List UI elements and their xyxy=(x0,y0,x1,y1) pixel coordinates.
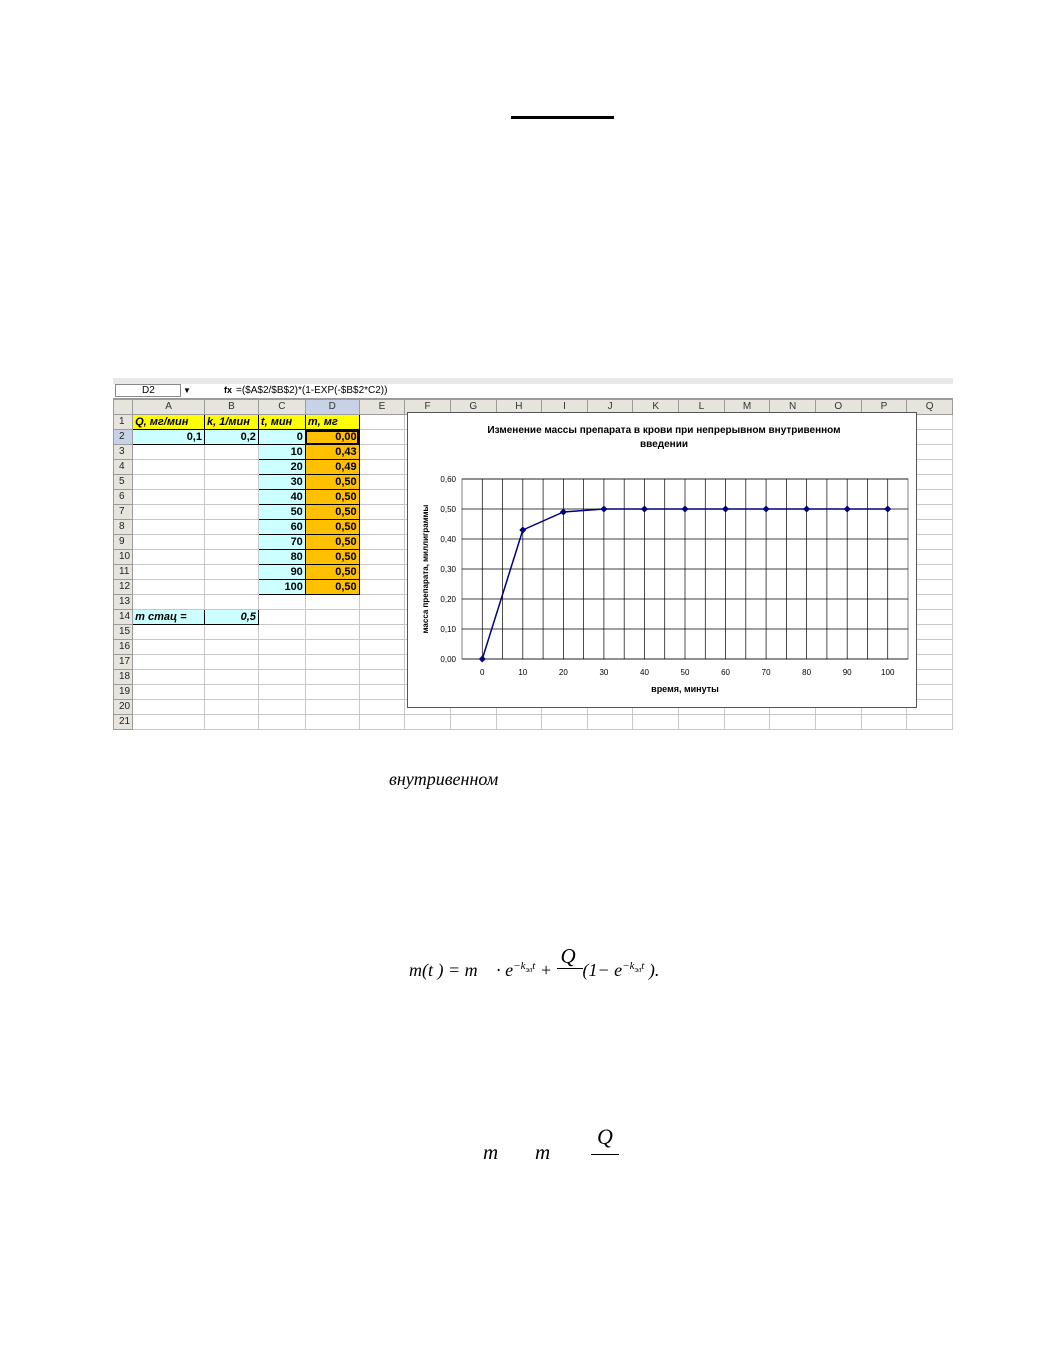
col-header-m[interactable]: M xyxy=(724,400,770,415)
x-tick-label: 80 xyxy=(802,668,812,677)
cell-c10[interactable]: 80 xyxy=(258,550,305,565)
col-header-l[interactable]: L xyxy=(679,400,725,415)
cell[interactable] xyxy=(133,520,205,535)
cell[interactable] xyxy=(133,625,205,640)
formula2-q: Q xyxy=(597,1124,613,1149)
cell[interactable] xyxy=(204,475,258,490)
cell[interactable] xyxy=(204,445,258,460)
cell[interactable] xyxy=(133,640,205,655)
cell[interactable] xyxy=(133,655,205,670)
cell[interactable] xyxy=(258,685,305,700)
formula-plus: + xyxy=(539,960,552,980)
row-header[interactable]: 7 xyxy=(114,505,133,520)
cell[interactable] xyxy=(133,685,205,700)
cell[interactable] xyxy=(305,715,359,730)
row-header[interactable]: 18 xyxy=(114,670,133,685)
col-header-p[interactable]: P xyxy=(861,400,907,415)
cell[interactable] xyxy=(133,490,205,505)
cell[interactable] xyxy=(359,565,405,580)
formula2-fraction-bar xyxy=(591,1154,619,1155)
cell[interactable] xyxy=(133,565,205,580)
cell[interactable] xyxy=(305,700,359,715)
cell[interactable] xyxy=(359,595,405,610)
cell[interactable] xyxy=(204,655,258,670)
row-header[interactable]: 6 xyxy=(114,490,133,505)
cell[interactable] xyxy=(305,670,359,685)
cell[interactable] xyxy=(359,580,405,595)
cell-d12[interactable]: 0,50 xyxy=(305,580,359,595)
cell[interactable] xyxy=(542,715,588,730)
row-header[interactable]: 17 xyxy=(114,655,133,670)
row-header[interactable]: 20 xyxy=(114,700,133,715)
cell[interactable] xyxy=(359,715,405,730)
formula-exp2-sub: эл xyxy=(634,965,642,975)
formula-q: Q xyxy=(560,944,576,968)
formula-stationary xyxy=(483,1124,643,1164)
x-tick-label: 0 xyxy=(480,668,485,677)
cell[interactable] xyxy=(359,535,405,550)
cell[interactable] xyxy=(815,715,861,730)
row-header[interactable]: 21 xyxy=(114,715,133,730)
cell[interactable] xyxy=(305,625,359,640)
col-header-h[interactable]: H xyxy=(496,400,542,415)
col-header-q[interactable]: Q xyxy=(907,400,953,415)
formula-fraction xyxy=(557,944,583,976)
cell[interactable] xyxy=(359,490,405,505)
cell[interactable] xyxy=(204,460,258,475)
cell[interactable] xyxy=(204,715,258,730)
cell[interactable] xyxy=(907,715,953,730)
x-tick-label: 40 xyxy=(640,668,649,677)
x-tick-label: 100 xyxy=(881,668,895,677)
cell-c6[interactable]: 40 xyxy=(258,490,305,505)
chevron-down-icon[interactable]: ▼ xyxy=(183,386,191,395)
y-tick-label: 0,30 xyxy=(440,565,456,574)
formula2-m1: m xyxy=(483,1140,499,1164)
cell[interactable] xyxy=(305,685,359,700)
embedded-chart[interactable] xyxy=(407,412,917,708)
formula-bar xyxy=(113,384,953,399)
cell-c4[interactable]: 20 xyxy=(258,460,305,475)
cell[interactable] xyxy=(861,715,907,730)
formula-exp2: −k xyxy=(622,960,635,972)
cell[interactable] xyxy=(204,595,258,610)
cell-c5[interactable]: 30 xyxy=(258,475,305,490)
cell-d9[interactable]: 0,50 xyxy=(305,535,359,550)
col-header-b[interactable]: B xyxy=(204,400,258,415)
row-header[interactable]: 19 xyxy=(114,685,133,700)
formula-mass xyxy=(409,944,660,981)
row-header[interactable]: 13 xyxy=(114,595,133,610)
cell-d8[interactable]: 0,50 xyxy=(305,520,359,535)
select-all-corner[interactable] xyxy=(114,400,133,415)
cell[interactable] xyxy=(204,625,258,640)
formula-dot: · xyxy=(496,960,501,980)
col-header-k[interactable]: K xyxy=(633,400,679,415)
cell[interactable] xyxy=(359,685,405,700)
cell[interactable] xyxy=(133,580,205,595)
cell-c9[interactable]: 70 xyxy=(258,535,305,550)
cell[interactable] xyxy=(258,655,305,670)
cell[interactable] xyxy=(359,415,405,430)
cell[interactable] xyxy=(204,550,258,565)
cell-c12[interactable]: 100 xyxy=(258,580,305,595)
cell-c3[interactable]: 10 xyxy=(258,445,305,460)
cell[interactable] xyxy=(305,640,359,655)
cell-b1[interactable]: k, 1/мин xyxy=(204,415,258,430)
cell[interactable] xyxy=(770,715,816,730)
col-header-g[interactable]: G xyxy=(450,400,496,415)
y-axis-label: масса препарата, миллиграммы xyxy=(421,504,430,634)
formula-exp1-sub: эл xyxy=(525,965,533,975)
cell[interactable] xyxy=(204,490,258,505)
cell[interactable] xyxy=(258,715,305,730)
cell[interactable] xyxy=(405,715,451,730)
cell[interactable] xyxy=(305,610,359,625)
col-header-i[interactable]: I xyxy=(542,400,588,415)
y-tick-label: 0,40 xyxy=(440,535,456,544)
cell[interactable] xyxy=(133,460,205,475)
row-header[interactable]: 16 xyxy=(114,640,133,655)
cell[interactable] xyxy=(359,550,405,565)
cell-d3[interactable]: 0,43 xyxy=(305,445,359,460)
top-rule xyxy=(511,116,614,119)
x-tick-label: 70 xyxy=(761,668,771,677)
cell[interactable] xyxy=(204,700,258,715)
cell[interactable] xyxy=(133,670,205,685)
cell[interactable] xyxy=(204,685,258,700)
cell[interactable] xyxy=(258,700,305,715)
col-header-e[interactable]: E xyxy=(359,400,405,415)
cell[interactable] xyxy=(359,505,405,520)
cell[interactable] xyxy=(204,565,258,580)
cell[interactable] xyxy=(359,610,405,625)
formula-exp1-t: t xyxy=(532,960,536,972)
cell-c8[interactable]: 60 xyxy=(258,520,305,535)
chart-svg xyxy=(408,413,916,707)
formula-lhs: m(t ) = m xyxy=(409,960,478,980)
cell[interactable] xyxy=(133,550,205,565)
formula-paren-close: ). xyxy=(644,960,660,980)
x-tick-label: 20 xyxy=(558,668,568,677)
row-header[interactable]: 14 xyxy=(114,610,133,625)
cell[interactable] xyxy=(258,625,305,640)
cell[interactable] xyxy=(359,475,405,490)
row-header[interactable]: 1 xyxy=(114,415,133,430)
cell[interactable] xyxy=(724,715,770,730)
col-header-d[interactable]: D xyxy=(305,400,359,415)
col-header-o[interactable]: O xyxy=(815,400,861,415)
cell[interactable] xyxy=(204,640,258,655)
x-tick-label: 30 xyxy=(599,668,609,677)
sheet-row xyxy=(114,715,953,730)
y-tick-label: 0,20 xyxy=(440,595,456,604)
row-header[interactable]: 3 xyxy=(114,445,133,460)
cell-a2[interactable]: 0,1 xyxy=(133,430,205,445)
cell-a14[interactable]: m стац = xyxy=(133,610,205,625)
cell-c7[interactable]: 50 xyxy=(258,505,305,520)
cell-b2[interactable]: 0,2 xyxy=(204,430,258,445)
cell[interactable] xyxy=(359,445,405,460)
formula2-m2: m xyxy=(535,1140,551,1164)
cell[interactable] xyxy=(258,610,305,625)
x-tick-label: 60 xyxy=(721,668,730,677)
fx-icon[interactable]: fx xyxy=(224,385,233,395)
row-header[interactable]: 12 xyxy=(114,580,133,595)
cell-d10[interactable]: 0,50 xyxy=(305,550,359,565)
col-header-n[interactable]: N xyxy=(770,400,816,415)
cell[interactable] xyxy=(133,505,205,520)
cell-d6[interactable]: 0,50 xyxy=(305,490,359,505)
chart-title: введении xyxy=(640,439,688,450)
cell-c11[interactable]: 90 xyxy=(258,565,305,580)
cell-d7[interactable]: 0,50 xyxy=(305,505,359,520)
cell-c1[interactable]: t, мин xyxy=(258,415,305,430)
name-box[interactable]: D2 xyxy=(115,384,181,397)
cell[interactable] xyxy=(204,670,258,685)
cell[interactable] xyxy=(359,625,405,640)
row-header[interactable]: 9 xyxy=(114,535,133,550)
cell[interactable] xyxy=(633,715,679,730)
row-header[interactable]: 11 xyxy=(114,565,133,580)
cell[interactable] xyxy=(133,535,205,550)
cell-a1[interactable]: Q, мг/мин xyxy=(133,415,205,430)
formula-e1: e xyxy=(505,960,514,980)
y-tick-label: 0,10 xyxy=(440,625,456,634)
cell-d2[interactable]: 0,00 xyxy=(305,430,359,445)
x-tick-label: 90 xyxy=(842,668,852,677)
row-header[interactable]: 10 xyxy=(114,550,133,565)
cell[interactable] xyxy=(359,520,405,535)
cell-d11[interactable]: 0,50 xyxy=(305,565,359,580)
cell[interactable] xyxy=(359,655,405,670)
cell-c2[interactable]: 0 xyxy=(258,430,305,445)
formula-input[interactable]: =($A$2/$B$2)*(1-EXP(-$B$2*C2)) xyxy=(236,385,388,396)
cell[interactable] xyxy=(587,715,633,730)
cell[interactable] xyxy=(258,640,305,655)
cell-d5[interactable]: 0,50 xyxy=(305,475,359,490)
row-header[interactable]: 15 xyxy=(114,625,133,640)
col-header-c[interactable]: C xyxy=(258,400,305,415)
cell[interactable] xyxy=(679,715,725,730)
cell[interactable] xyxy=(204,535,258,550)
caption-word: внутривенном xyxy=(389,769,499,789)
x-tick-label: 10 xyxy=(518,668,528,677)
x-axis-label: время, минуты xyxy=(651,684,719,694)
cell[interactable] xyxy=(359,460,405,475)
col-header-j[interactable]: J xyxy=(587,400,633,415)
y-tick-label: 0,60 xyxy=(440,475,456,484)
cell[interactable] xyxy=(359,700,405,715)
cell-d1[interactable]: m, мг xyxy=(305,415,359,430)
cell-d4[interactable]: 0,49 xyxy=(305,460,359,475)
y-tick-label: 0,50 xyxy=(440,505,456,514)
cell[interactable] xyxy=(450,715,496,730)
cell[interactable] xyxy=(204,505,258,520)
row-header[interactable]: 2 xyxy=(114,430,133,445)
cell[interactable] xyxy=(133,715,205,730)
cell[interactable] xyxy=(133,595,205,610)
formula-paren-open: (1− e xyxy=(582,960,623,980)
cell[interactable] xyxy=(133,475,205,490)
cell-b14[interactable]: 0,5 xyxy=(204,610,258,625)
y-tick-label: 0,00 xyxy=(440,655,456,664)
cell[interactable] xyxy=(133,445,205,460)
cell[interactable] xyxy=(133,700,205,715)
spreadsheet-screenshot xyxy=(113,378,953,727)
cell[interactable] xyxy=(496,715,542,730)
formula-exp1: −k xyxy=(513,960,526,972)
cell[interactable] xyxy=(359,430,405,445)
cell[interactable] xyxy=(204,580,258,595)
fraction-bar xyxy=(557,968,583,969)
cell[interactable] xyxy=(258,595,305,610)
row-header[interactable]: 8 xyxy=(114,520,133,535)
cell[interactable] xyxy=(258,670,305,685)
row-header[interactable]: 4 xyxy=(114,460,133,475)
cell[interactable] xyxy=(305,655,359,670)
col-header-a[interactable]: A xyxy=(133,400,205,415)
cell[interactable] xyxy=(359,640,405,655)
chart-title: Изменение массы препарата в крови при непрерывном внутривенном xyxy=(487,425,841,436)
cell[interactable] xyxy=(204,520,258,535)
cell[interactable] xyxy=(305,595,359,610)
row-header[interactable]: 5 xyxy=(114,475,133,490)
cell[interactable] xyxy=(359,670,405,685)
col-header-f[interactable]: F xyxy=(405,400,451,415)
x-tick-label: 50 xyxy=(680,668,690,677)
formula-exp2-t: t xyxy=(641,960,645,972)
